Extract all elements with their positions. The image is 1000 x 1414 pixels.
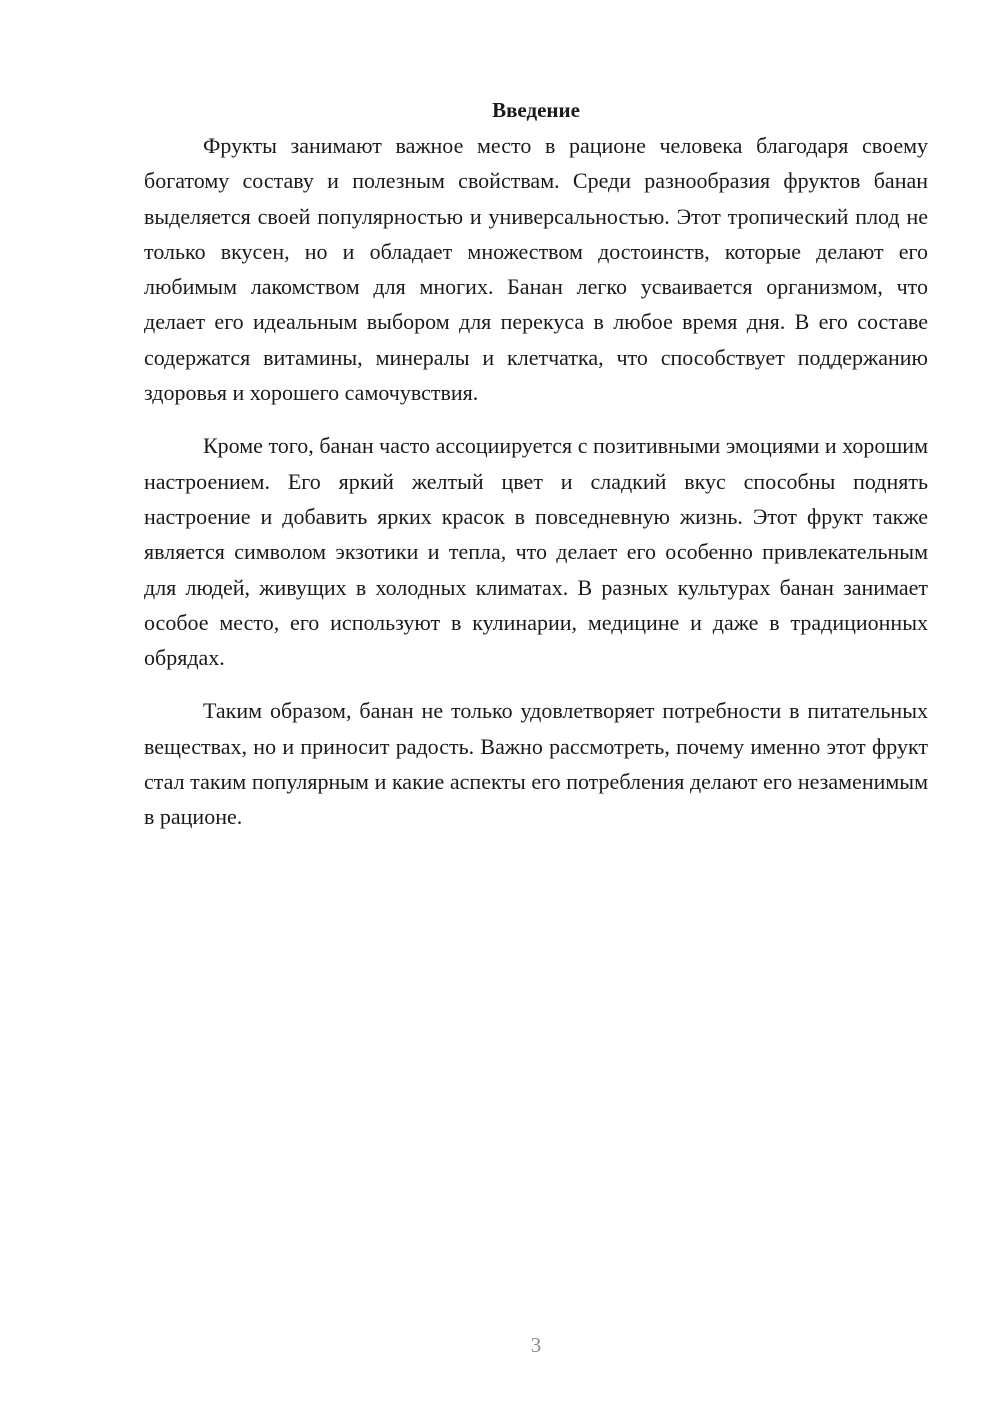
page-content (144, 94, 928, 853)
paragraph-3: Таким образом, банан не только удовлетворяет потребности в питательных веществах, но и приносит радость. Важно рассмотреть, почему именно этот фрукт стал таким популярным и какие аспекты его потребления делают его незаменимым в рационе. (144, 698, 928, 830)
section-heading: Введение (492, 98, 580, 122)
page-number: 3 (530, 1333, 542, 1357)
paragraph-2: Кроме того, банан часто ассоциируется с позитивными эмоциями и хорошим настроением. Его яркий желтый цвет и сладкий вкус способны поднять настроение и добавить ярких красок в повседневную жизнь. Этот фрукт также является символом экзотики и тепла, что делает его особенно привлекательным для людей, живущих в холодных климатах. В разных культурах банан занимает особое место, его используют в кулинарии, медицине и даже в традиционных обрядах. (144, 433, 928, 671)
paragraph-1: Фрукты занимают важное место в рационе человека благодаря своему богатому составу и полезным свойствам. Среди разнообразия фруктов банан выделяется своей популярностью и универсальностью. Этот тропический плод не только вкусен, но и обладает множеством достоинств, которые делают его любимым лакомством для многих. Банан легко усваивается организмом, что делает его идеальным выбором для перекуса в любое время дня. В его составе содержатся витамины, минералы и клетчатка, что способствует поддержанию здоровья и хорошего самочувствия. (144, 133, 928, 406)
